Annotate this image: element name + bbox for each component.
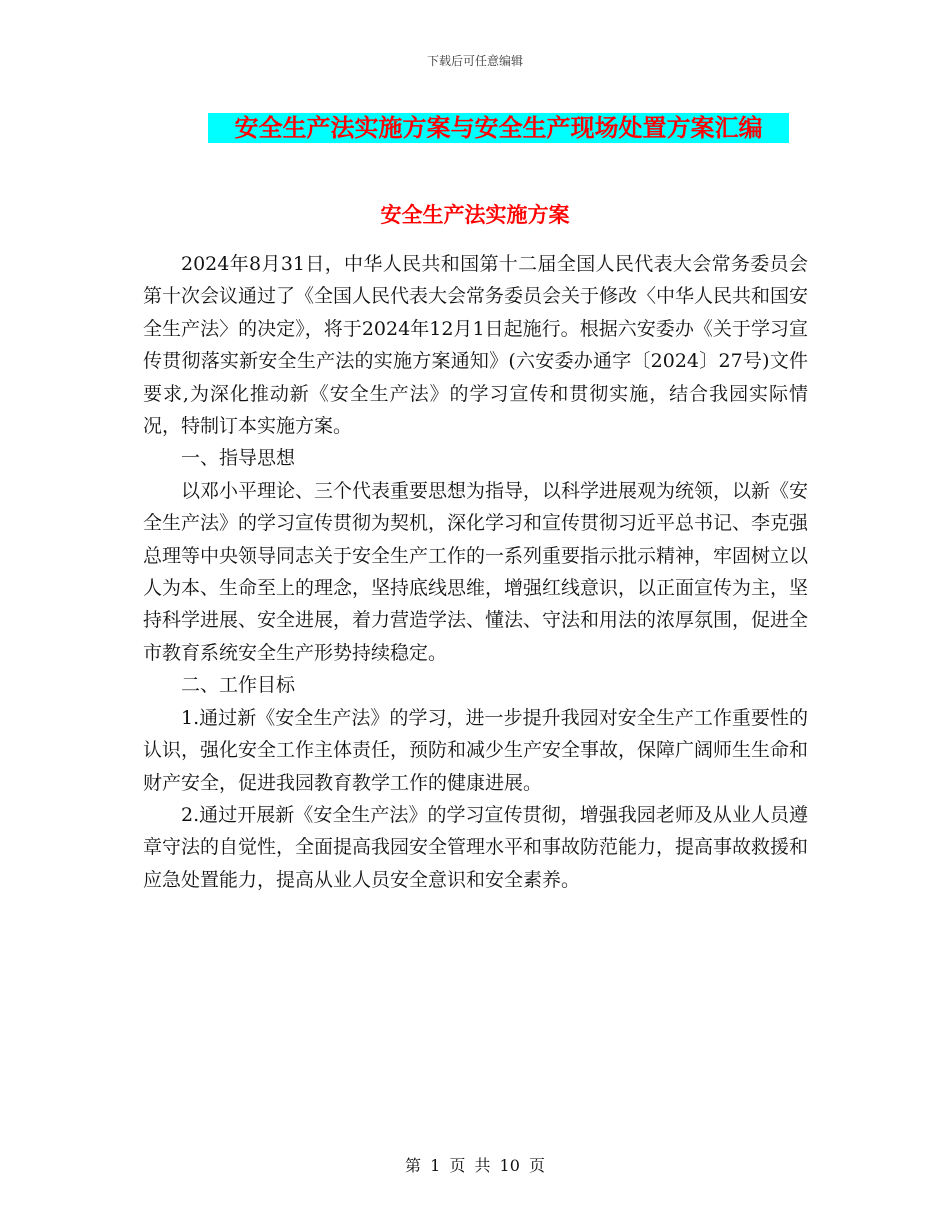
- section-title: 安全生产法实施方案: [380, 203, 570, 227]
- document-title: 安全生产法实施方案与安全生产现场处置方案汇编: [208, 113, 789, 143]
- heading-work-goals: 二、工作目标: [181, 674, 296, 697]
- paragraph-guiding-ideology: 以邓小平理论、三个代表重要思想为指导，以科学进展观为统领，以新《安全生产法》的学习宣传贯彻为契机，深化学习和宣传贯彻习近平总书记、李克强总理等中央领导同志关于安全生产工作的一系列重要指示批示精神，牢固树立以人为本、生命至上的理念，坚持底线思维，增强红线意识，以正面宣传为主，坚持科学进展、安全进展，着力营造学法、懂法、守法和用法的浓厚氛围，促进全市教育系统安全生产形势持续稳定。: [143, 479, 809, 664]
- paragraph-goal-2: 2.通过开展新《安全生产法》的学习宣传贯彻，增强我园老师及从业人员遵章守法的自觉性，全面提高我园安全管理水平和事故防范能力，提高事故救援和应急处置能力，提高从业人员安全意识和安全素养。: [143, 803, 809, 891]
- paragraph-intro: 2024年8月31日，中华人民共和国第十二届全国人民代表大会常务委员会第十次会议通过了《全国人民代表大会常务委员会关于修改〈中华人民共和国安全生产法〉的决定》，将于2024年12月1日起施行。根据六安委办《关于学习宣传贯彻落实新安全生产法的实施方案通知》(六安委办通字〔2024〕27号)文件要求,为深化推动新《安全生产法》的学习宣传和贯彻实施，结合我园实际情况，特制订本实施方案。: [143, 253, 809, 438]
- document-body: [143, 248, 808, 896]
- heading-guiding-ideology: 一、指导思想: [181, 447, 296, 470]
- paragraph-goal-1: 1.通过新《安全生产法》的学习，进一步提升我园对安全生产工作重要性的认识，强化安全工作主体责任，预防和减少生产安全事故，保障广阔师生生命和财产安全，促进我园教育教学工作的健康进展。: [143, 706, 809, 794]
- header-note: 下载后可任意编辑: [426, 54, 523, 68]
- page-footer: 第 1 页 共 10 页: [405, 1156, 545, 1175]
